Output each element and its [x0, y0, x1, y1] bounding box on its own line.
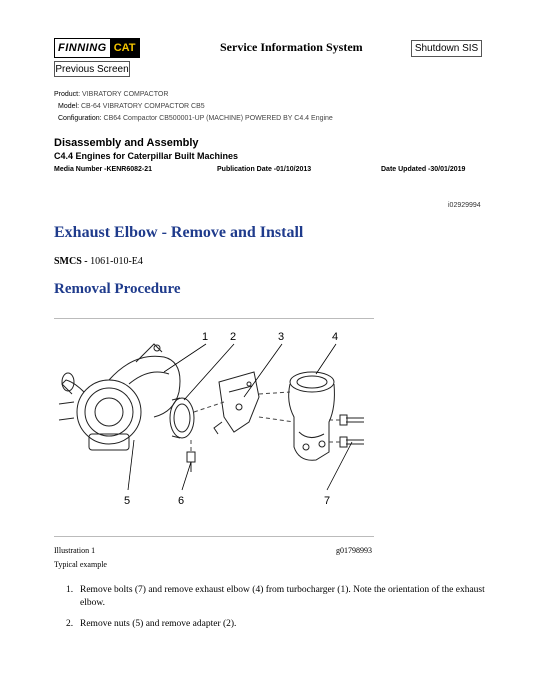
figure-top-divider	[54, 318, 374, 319]
model-line	[58, 103, 205, 110]
callout-1: 1	[202, 331, 209, 343]
date-updated: Date Updated -30/01/2019	[381, 166, 466, 173]
callout-2: 2	[230, 331, 237, 343]
model-label: Model:	[58, 103, 80, 110]
product-label: Product:	[54, 91, 81, 98]
logo-finning-text: FINNING	[58, 42, 107, 54]
product-line	[54, 91, 168, 98]
shutdown-sis-button[interactable]: Shutdown SIS	[411, 40, 482, 57]
step-1	[66, 584, 486, 610]
step-text: Remove nuts (5) and remove adapter (2).	[80, 619, 237, 629]
step-number: 2.	[66, 619, 74, 629]
exhaust-elbow-drawing	[289, 372, 335, 460]
figure-bottom-divider	[54, 536, 374, 537]
callout-7: 7	[324, 495, 331, 507]
smcs-value: 1061-010-E4	[90, 256, 143, 267]
illustration-caption: Illustration 1	[54, 546, 96, 555]
smcs-line	[54, 256, 143, 267]
finning-cat-logo	[54, 38, 140, 58]
callout-3: 3	[278, 331, 285, 343]
exhaust-elbow-illustration	[54, 322, 374, 532]
adapter-drawing	[170, 398, 194, 438]
page-title: Exhaust Elbow - Remove and Install	[54, 224, 304, 241]
system-title: Service Information System	[220, 40, 363, 54]
media-number: Media Number -KENR6082-21	[54, 166, 153, 173]
section-subtitle: C4.4 Engines for Caterpillar Built Machines	[54, 151, 239, 161]
step-number: 1.	[66, 585, 74, 595]
previous-screen-button[interactable]: Previous Screen	[54, 61, 130, 77]
configuration-label: Configuration:	[58, 115, 102, 122]
turbocharger-drawing	[59, 344, 180, 450]
step-text: Remove bolts (7) and remove exhaust elbow (4) from turbocharger (1). Note the orientation of the exhaust elbow.	[80, 585, 485, 608]
step-2	[66, 618, 486, 631]
configuration-value: CB64 Compactor CB500001-UP (MACHINE) POWERED BY C4.4 Engine	[103, 115, 333, 122]
model-value: CB-64 VIBRATORY COMPACTOR CB5	[80, 103, 205, 110]
section-title: Disassembly and Assembly	[54, 137, 199, 149]
logo-cat-text: CAT	[110, 39, 140, 57]
image-id: i02929994	[448, 202, 481, 209]
illustration-subcaption: Typical example	[54, 560, 107, 569]
product-value: VIBRATORY COMPACTOR	[82, 91, 169, 98]
smcs-label: SMCS -	[54, 256, 88, 267]
graphic-id: g01798993	[336, 546, 372, 555]
configuration-line	[58, 115, 333, 122]
callout-6: 6	[178, 495, 185, 507]
publication-date: Publication Date -01/10/2013	[217, 166, 312, 173]
callout-5: 5	[124, 495, 131, 507]
callout-4: 4	[332, 331, 339, 343]
procedure-heading: Removal Procedure	[54, 281, 181, 297]
